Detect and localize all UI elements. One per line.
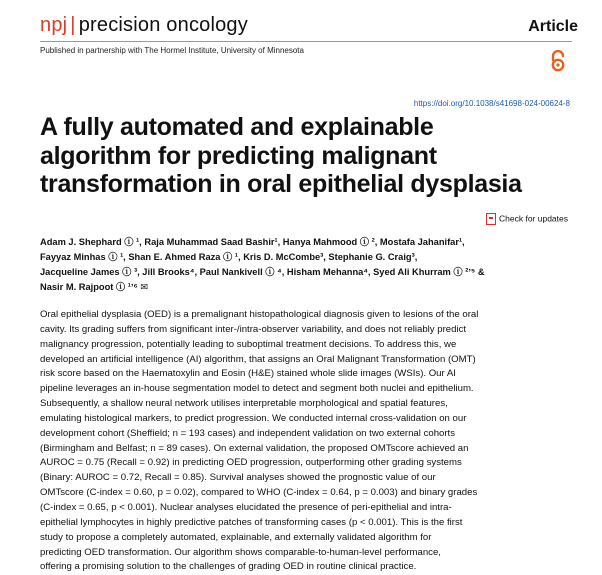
header-divider: [40, 41, 572, 42]
abstract-line: Subsequently, a shallow neural network utilises interpretable morphological and spatial features,: [40, 398, 448, 410]
partnership-note: Published in partnership with The Hormel Institute, University of Minnesota: [40, 46, 304, 55]
author-line[interactable]: Adam J. Shephard ⓘ ¹, Raja Muhammad Saad Bashir¹, Hanya Mahmood ⓘ ², Mostafa Jahanifar¹,: [40, 237, 465, 247]
abstract-line: AUROC = 0.75 (Recall = 0.92) in predicting OED progression, outperforming other grading systems: [40, 457, 462, 469]
abstract-line: (Binary: AUROC = 0.72, Recall = 0.85). Survival analyses showed the prognostic value of our: [40, 472, 436, 484]
abstract-line: emulating histological markers, to predict progression. We conducted internal cross-validation on our: [40, 412, 467, 424]
title-line: algorithm for predicting malignant: [40, 141, 437, 170]
abstract-line: pipeline leverages an in-house segmentation model to detect and segment both nuclei and epithelium.: [40, 383, 474, 395]
journal-header: [40, 14, 580, 40]
journal-name: precision oncology: [78, 14, 248, 36]
abstract-line: development cohort (Sheffield; n = 193 cases) and independent validation on two external cohorts: [40, 427, 456, 439]
journal-separator: |: [70, 14, 76, 36]
journal-prefix: npj: [40, 14, 68, 36]
abstract-line: (C-index = 0.65, p < 0.001). Nuclear analyses elucidated the presence of peri-epithelial and intra-: [40, 501, 452, 513]
article-title: [40, 113, 580, 199]
abstract-line: OMTscore (C-index = 0.60, p = 0.02), compared to WHO (C-index = 0.64, p = 0.003) and binary grades: [40, 487, 478, 499]
open-access-lock-icon: [550, 50, 566, 72]
abstract: [40, 308, 570, 575]
abstract-line: (Birmingham and Belfast; n = 89 cases). On external validation, the proposed OMTscore achieved an: [40, 442, 469, 454]
abstract-line: study to propose a completely automated, explainable, and externally validated algorithm for: [40, 531, 432, 543]
check-for-updates-link[interactable]: [486, 213, 568, 229]
abstract-line: malignancy progression, potentially leading to suboptimal treatment decisions. To address this, we: [40, 338, 457, 350]
author-line[interactable]: Nasir M. Rajpoot ⓘ ¹ʼ⁶ ✉: [40, 282, 149, 292]
title-line: transformation in oral epithelial dysplasia: [40, 170, 522, 198]
abstract-line: risk score based on the Haematoxylin and Eosin (H&E) stained whole slide images (WSIs). Our AI: [40, 368, 456, 380]
journal-brand[interactable]: [40, 14, 248, 37]
author-list: [40, 235, 560, 295]
article-type-label: Article: [528, 18, 578, 35]
doi-link[interactable]: https://doi.org/10.1038/s41698-024-00624-8: [413, 99, 570, 108]
abstract-line: developed an artificial intelligence (AI) algorithm, that assigns an Oral Malignant Transformation (OMT): [40, 353, 476, 365]
abstract-line: offering a promising solution to the challenges of grading OED in routine clinical practice.: [40, 561, 417, 573]
abstract-line: predicting OED transformation. Our algorithm shows comparable-to-human-level performance,: [40, 546, 441, 558]
abstract-line: epithelial lymphocytes in highly predictive patches of transforming cases (p < 0.001). This is the first: [40, 516, 463, 528]
check-updates-icon: [486, 213, 496, 225]
abstract-line: cavity. Its grading suffers from significant inter-/intra-observer variability, and does not reliably predict: [40, 323, 467, 335]
check-updates-label: Check for updates: [499, 213, 568, 224]
author-line[interactable]: Jacqueline James ⓘ ³, Jill Brooks⁴, Paul Nankivell ⓘ ⁴, Hisham Mehanna⁴, Syed Ali Khurram ⓘ ²ʼ⁵ &: [40, 267, 485, 277]
author-line[interactable]: Fayyaz Minhas ⓘ ¹, Shan E. Ahmed Raza ⓘ ¹, Kris D. McCombe³, Stephanie G. Craig³,: [40, 252, 418, 262]
abstract-line: Oral epithelial dysplasia (OED) is a premalignant histopathological diagnosis given to lesions of the oral: [40, 309, 479, 320]
title-line: A fully automated and explainable: [40, 113, 434, 141]
